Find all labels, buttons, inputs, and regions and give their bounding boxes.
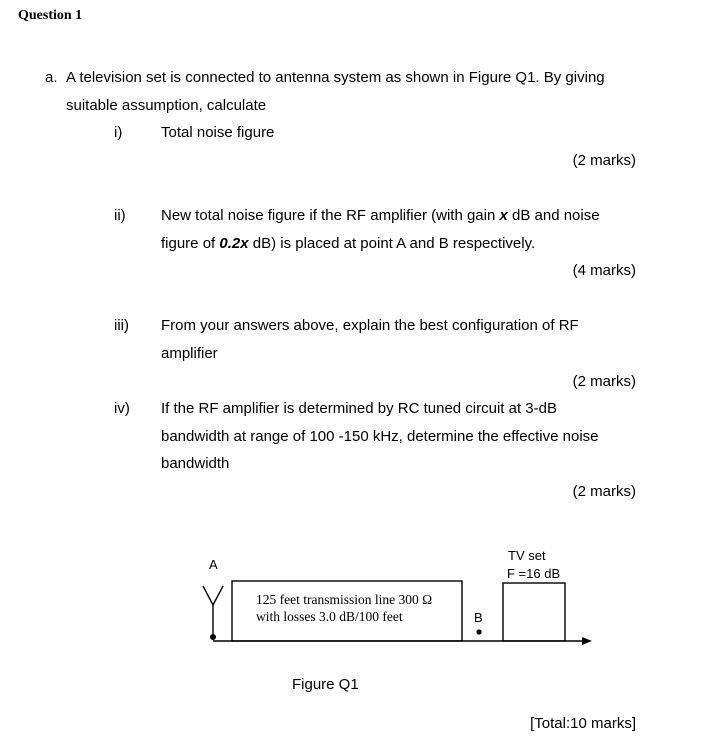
antenna-ground-dot	[210, 634, 216, 640]
baseline-arrow-icon	[582, 637, 592, 645]
item-ii-variable-02x: 0.2x	[219, 235, 249, 252]
point-b-label: B	[474, 610, 483, 625]
tv-set-box	[503, 583, 565, 641]
item-iii-marks: (2 marks)	[572, 373, 636, 390]
item-ii-number: ii)	[114, 207, 126, 224]
item-iv-line2: bandwidth at range of 100 -150 kHz, determine the effective noise	[161, 428, 599, 445]
item-ii-variable-x: x	[499, 207, 508, 224]
question-title: Question 1	[18, 8, 83, 23]
item-iv-marks: (2 marks)	[572, 483, 636, 500]
item-ii-marks: (4 marks)	[572, 262, 636, 279]
transmission-line-text2: with losses 3.0 dB/100 feet	[256, 609, 403, 624]
figure-caption: Figure Q1	[292, 676, 359, 693]
item-i-marks: (2 marks)	[572, 152, 636, 169]
total-marks: [Total:10 marks]	[530, 715, 636, 732]
item-ii-line2-a: figure of	[161, 235, 220, 252]
part-a-intro-line1: A television set is connected to antenna system as shown in Figure Q1. By giving	[66, 69, 605, 86]
item-iii-line2: amplifier	[161, 345, 218, 362]
tv-set-label: TV set	[508, 548, 546, 563]
point-a-label: A	[209, 557, 218, 572]
point-b-dot	[476, 629, 481, 634]
item-ii-line2-c: dB) is placed at point A and B respectively.	[248, 235, 536, 252]
item-i-text: Total noise figure	[161, 124, 275, 141]
part-a-label: a.	[45, 69, 58, 86]
tv-noise-figure-label: F =16 dB	[507, 566, 561, 581]
transmission-line-text1: 125 feet transmission line 300 Ω	[256, 592, 433, 607]
item-iii-line1: From your answers above, explain the best configuration of RF	[161, 317, 579, 334]
item-i-number: i)	[114, 124, 123, 141]
item-iv-line1: If the RF amplifier is determined by RC tuned circuit at 3-dB	[161, 400, 557, 417]
item-iv-line3: bandwidth	[161, 455, 230, 472]
antenna-icon	[203, 586, 223, 605]
item-ii-line1-a: New total noise figure if the RF amplifier (with gain	[161, 207, 500, 224]
item-iv-number: iv)	[114, 400, 130, 417]
item-ii-line1-c: dB and noise	[507, 207, 600, 224]
item-iii-number: iii)	[114, 317, 129, 334]
part-a-intro-line2: suitable assumption, calculate	[66, 97, 267, 114]
